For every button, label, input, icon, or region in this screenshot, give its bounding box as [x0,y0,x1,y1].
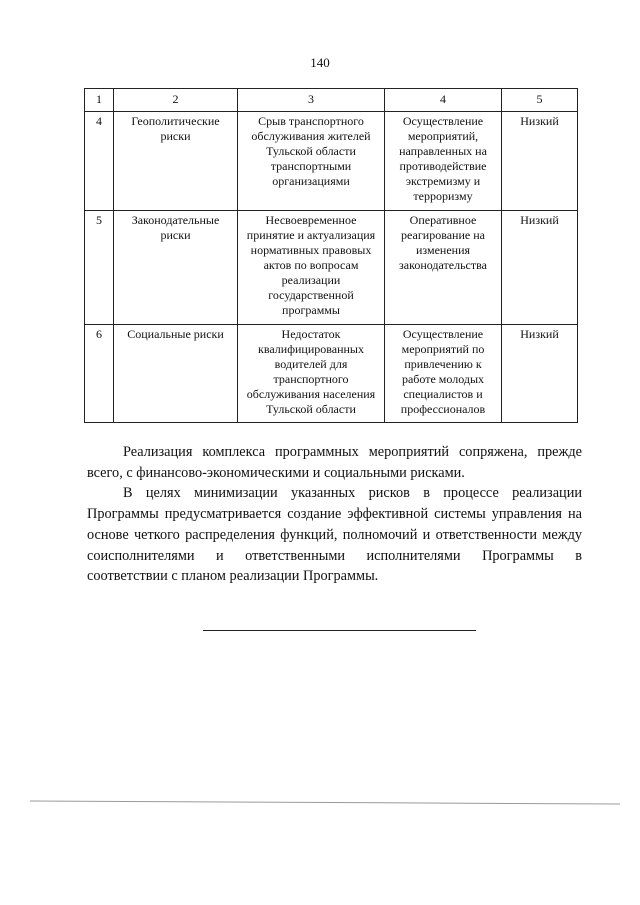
risk-measure: Осуществление мероприятий по привлечению к работе молодых специалистов и профессионалов [385,325,502,423]
risk-name: Социальные риски [114,325,238,423]
risk-measure: Осуществление мероприятий, направленных на противодействие экстремизму и терроризму [385,112,502,211]
risk-measure: Оперативное реагирование на изменения законодательства [385,211,502,325]
separator-line [203,630,476,631]
header-cell: 1 [85,89,114,112]
text-line: Программы предусматривается создание эффективной системы управления на [87,506,582,523]
header-cell: 5 [502,89,578,112]
scan-artifact-line [30,800,620,804]
risk-cause: Несвоевременное принятие и актуализация нормативных правовых актов по вопросам реализации государственной программы [238,211,385,325]
text-line: соответствии с планом реализации Программы. [87,568,379,585]
table-row [85,211,578,325]
risk-table [84,88,578,423]
text-line: всего, с финансово-экономическими и социальными рисками. [87,464,465,481]
text-line: основе четкого распределения функций, полномочий и ответственности между [87,526,582,543]
row-number: 4 [85,112,114,211]
table-header-row [85,89,578,112]
risk-cause: Недостаток квалифицированных водителей для транспортного обслуживания населения Тульской области [238,325,385,423]
risk-cause: Срыв транспортного обслуживания жителей Тульской области транспортными организациями [238,112,385,211]
row-number: 5 [85,211,114,325]
header-cell: 2 [114,89,238,112]
text-line: соисполнителями и ответственными исполнителями Программы в [87,547,582,564]
risk-name: Геополитические риски [114,112,238,211]
row-number: 6 [85,325,114,423]
header-cell: 4 [385,89,502,112]
body-text [87,442,582,587]
page-number: 140 [310,55,330,70]
risk-level: Низкий [502,211,578,325]
text-line: В целях минимизации указанных рисков в процессе реализации [123,485,582,502]
risk-level: Низкий [502,112,578,211]
text-line: Реализация комплекса программных мероприятий сопряжена, прежде [123,444,582,460]
table-row [85,325,578,423]
header-cell: 3 [238,89,385,112]
risk-name: Законодательные риски [114,211,238,325]
risk-level: Низкий [502,325,578,423]
table-row [85,112,578,211]
